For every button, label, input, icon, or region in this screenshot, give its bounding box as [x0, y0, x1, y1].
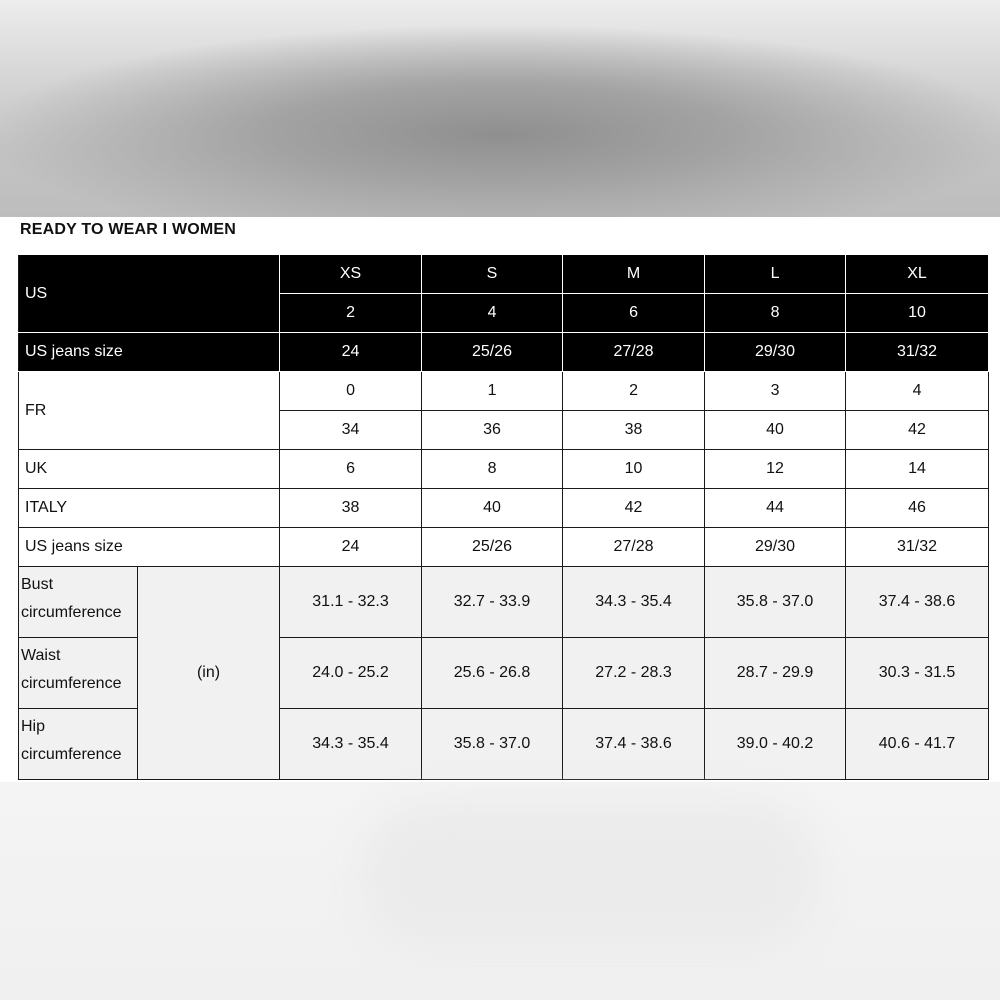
hip-cell: 34.3 - 35.4 — [280, 709, 422, 780]
hip-label-line1: Hip — [21, 718, 46, 735]
waist-cell: 27.2 - 28.3 — [563, 638, 705, 709]
size-chart-table — [18, 254, 989, 780]
us-numeric-cell: 10 — [846, 294, 989, 333]
hip-cell: 40.6 - 41.7 — [846, 709, 989, 780]
table-row-italy — [19, 489, 989, 528]
italy-cell: 46 — [846, 489, 989, 528]
us-jeans-cell: 27/28 — [563, 528, 705, 567]
size-m: M — [563, 255, 705, 294]
us-jeans-cell: 29/30 — [705, 528, 846, 567]
uk-cell: 12 — [705, 450, 846, 489]
italy-cell: 40 — [422, 489, 563, 528]
row-label-fr: FR — [19, 372, 280, 450]
size-l: L — [705, 255, 846, 294]
bust-cell: 32.7 - 33.9 — [422, 567, 563, 638]
blurred-footer-image — [0, 782, 1000, 1000]
table-row-fr-1 — [19, 372, 989, 411]
waist-cell: 24.0 - 25.2 — [280, 638, 422, 709]
fr-cell: 3 — [705, 372, 846, 411]
fr-cell: 36 — [422, 411, 563, 450]
waist-label-line1: Waist — [21, 647, 61, 664]
size-xs: XS — [280, 255, 422, 294]
row-label-us-jeans: US jeans size — [19, 333, 280, 372]
blurred-header-image — [0, 0, 1000, 217]
hip-cell: 37.4 - 38.6 — [563, 709, 705, 780]
row-label-hip — [19, 709, 138, 780]
us-jeans-cell: 31/32 — [846, 528, 989, 567]
waist-label-line2: circumference — [21, 675, 122, 692]
waist-cell: 28.7 - 29.9 — [705, 638, 846, 709]
hip-cell: 39.0 - 40.2 — [705, 709, 846, 780]
us-jeans-cell: 31/32 — [846, 333, 989, 372]
fr-cell: 0 — [280, 372, 422, 411]
unit-label: (in) — [138, 567, 280, 780]
row-label-bust — [19, 567, 138, 638]
us-jeans-cell: 25/26 — [422, 333, 563, 372]
uk-cell: 10 — [563, 450, 705, 489]
fr-cell: 1 — [422, 372, 563, 411]
header-row-us-jeans — [19, 333, 989, 372]
uk-cell: 8 — [422, 450, 563, 489]
bust-cell: 31.1 - 32.3 — [280, 567, 422, 638]
fr-cell: 2 — [563, 372, 705, 411]
fr-cell: 38 — [563, 411, 705, 450]
waist-cell: 30.3 - 31.5 — [846, 638, 989, 709]
row-label-waist — [19, 638, 138, 709]
italy-cell: 42 — [563, 489, 705, 528]
fr-cell: 34 — [280, 411, 422, 450]
us-numeric-cell: 6 — [563, 294, 705, 333]
row-label-us: US — [19, 255, 280, 333]
uk-cell: 14 — [846, 450, 989, 489]
fr-cell: 40 — [705, 411, 846, 450]
bust-cell: 34.3 - 35.4 — [563, 567, 705, 638]
row-label-italy: ITALY — [19, 489, 280, 528]
us-jeans-cell: 24 — [280, 528, 422, 567]
hip-label-line2: circumference — [21, 746, 122, 763]
bust-cell: 35.8 - 37.0 — [705, 567, 846, 638]
table-row-bust — [19, 567, 989, 638]
bust-label-line2: circumference — [21, 604, 122, 621]
row-label-us-jeans-2: US jeans size — [19, 528, 280, 567]
uk-cell: 6 — [280, 450, 422, 489]
us-jeans-cell: 25/26 — [422, 528, 563, 567]
us-numeric-cell: 4 — [422, 294, 563, 333]
table-row-us-jeans-2 — [19, 528, 989, 567]
us-jeans-cell: 24 — [280, 333, 422, 372]
italy-cell: 38 — [280, 489, 422, 528]
italy-cell: 44 — [705, 489, 846, 528]
hip-cell: 35.8 - 37.0 — [422, 709, 563, 780]
us-numeric-cell: 8 — [705, 294, 846, 333]
size-xl: XL — [846, 255, 989, 294]
table-row-uk — [19, 450, 989, 489]
us-jeans-cell: 29/30 — [705, 333, 846, 372]
row-label-uk: UK — [19, 450, 280, 489]
header-row-sizes — [19, 255, 989, 294]
us-numeric-cell: 2 — [280, 294, 422, 333]
waist-cell: 25.6 - 26.8 — [422, 638, 563, 709]
bust-label-line1: Bust — [21, 576, 54, 593]
bust-cell: 37.4 - 38.6 — [846, 567, 989, 638]
page-title: READY TO WEAR I WOMEN — [20, 221, 237, 238]
fr-cell: 4 — [846, 372, 989, 411]
size-s: S — [422, 255, 563, 294]
us-jeans-cell: 27/28 — [563, 333, 705, 372]
fr-cell: 42 — [846, 411, 989, 450]
